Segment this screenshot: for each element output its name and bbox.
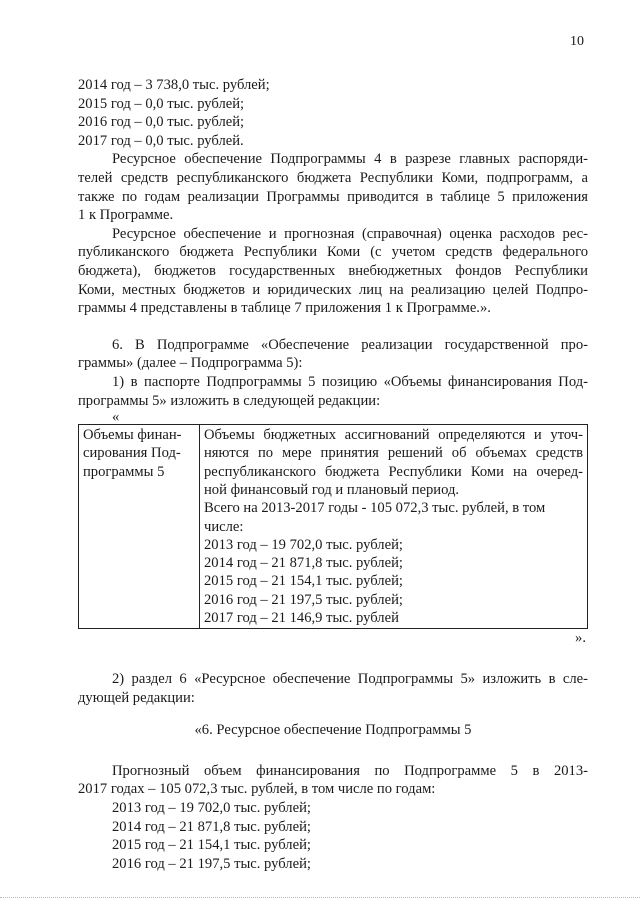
text-line: Ресурсное обеспечение Подпрограммы 4 в разрезе главных распоряди- bbox=[112, 151, 588, 168]
text-line: Коми, местных бюджетов и юридических лиц на реализацию целей Подпро- bbox=[78, 281, 588, 298]
list-item: 2015 год – 0,0 тыс. рублей; bbox=[78, 95, 245, 112]
text-line: публиканского бюджета Республики Коми (с учетом средств федерального bbox=[78, 244, 588, 261]
years-list-top bbox=[78, 76, 588, 150]
list-item: 2016 год – 0,0 тыс. рублей; bbox=[78, 114, 245, 131]
list-item: 2013 год – 19 702,0 тыс. рублей; bbox=[112, 799, 311, 816]
cell-line: Объемы финан- bbox=[83, 427, 182, 444]
cell-line: ной финансовый год и плановый период. bbox=[204, 481, 460, 498]
scan-edge-line bbox=[0, 897, 640, 899]
paragraph-passport bbox=[78, 373, 588, 410]
list-item: 2014 год – 3 738,0 тыс. рублей; bbox=[78, 77, 270, 93]
cell-line: няются по мере принятия решений об объемах средств bbox=[204, 445, 583, 462]
text-line: 2) раздел 6 «Ресурсное обеспечение Подпрограммы 5» изложить в сле- bbox=[112, 670, 588, 687]
section-title: «6. Ресурсное обеспечение Подпрограммы 5 bbox=[194, 722, 472, 739]
text-line: программы 5» изложить в следующей редакции: bbox=[78, 392, 381, 409]
cell-line: 2015 год – 21 154,1 тыс. рублей; bbox=[204, 573, 403, 590]
page-number: 10 bbox=[570, 34, 584, 49]
years-list-bottom bbox=[78, 799, 588, 873]
text-line: 6. В Подпрограмме «Обеспечение реализации государственной про- bbox=[112, 336, 588, 353]
cell-line: программы 5 bbox=[83, 463, 165, 480]
cell-line: Всего на 2013-2017 годы - 105 072,3 тыс. рублей, в том bbox=[204, 500, 546, 517]
cell-line: Объемы бюджетных ассигнований определяются и уточ- bbox=[204, 427, 583, 444]
table-cell-value bbox=[200, 425, 588, 629]
passport-table bbox=[78, 424, 588, 629]
paragraph-item-6 bbox=[78, 336, 588, 373]
text-line: граммы 4 представлены в таблице 7 приложения 1 к Программе.». bbox=[78, 300, 491, 317]
text-line: Ресурсное обеспечение и прогнозная (справочная) оценка расходов рес- bbox=[112, 225, 588, 242]
paragraph-section6 bbox=[78, 670, 588, 707]
list-item: 2014 год – 21 871,8 тыс. рублей; bbox=[112, 818, 311, 835]
list-item: 2015 год – 21 154,1 тыс. рублей; bbox=[112, 837, 311, 854]
text-line: 1) в паспорте Подпрограммы 5 позицию «Объемы финансирования Под- bbox=[112, 373, 588, 390]
text-line: дующей редакции: bbox=[78, 689, 195, 706]
text-line: граммы» (далее – Подпрограмма 5): bbox=[78, 355, 303, 372]
text-line: бюджета), бюджетов государственных внебюджетных фондов Республики bbox=[78, 262, 588, 279]
text-line: 1 к Программе. bbox=[78, 207, 174, 224]
list-item: 2017 год – 0,0 тыс. рублей. bbox=[78, 132, 244, 149]
paragraph-resource-forecast bbox=[78, 225, 588, 318]
paragraph-forecast-volume bbox=[78, 762, 588, 799]
cell-line: 2013 год – 19 702,0 тыс. рублей; bbox=[204, 536, 403, 553]
list-item: 2016 год – 21 197,5 тыс. рублей; bbox=[112, 855, 311, 872]
open-quote: « bbox=[112, 409, 120, 426]
cell-line: республиканского бюджета Республики Коми на очеред- bbox=[204, 463, 583, 480]
text-line: Прогнозный объем финансирования по Подпрограмме 5 в 2013- bbox=[112, 762, 588, 779]
cell-line: числе: bbox=[204, 518, 244, 535]
text-line: телей средств республиканского бюджета Республики Коми, подпрограмм, а bbox=[78, 169, 588, 186]
table-cell-label bbox=[79, 425, 200, 629]
cell-line: 2014 год – 21 871,8 тыс. рублей; bbox=[204, 555, 403, 572]
cell-line: 2017 год – 21 146,9 тыс. рублей bbox=[204, 610, 399, 627]
cell-line: сирования Под- bbox=[83, 445, 181, 462]
text-line: 2017 годах – 105 072,3 тыс. рублей, в том числе по годам: bbox=[78, 781, 436, 798]
table-row bbox=[79, 425, 588, 629]
cell-line: 2016 год – 21 197,5 тыс. рублей; bbox=[204, 591, 403, 608]
close-quote: ». bbox=[575, 630, 586, 647]
document-body bbox=[78, 76, 588, 873]
text-line: также по годам реализации Программы приводится в таблице 5 приложения bbox=[78, 188, 588, 205]
paragraph-resource-subprogram4 bbox=[78, 150, 588, 224]
